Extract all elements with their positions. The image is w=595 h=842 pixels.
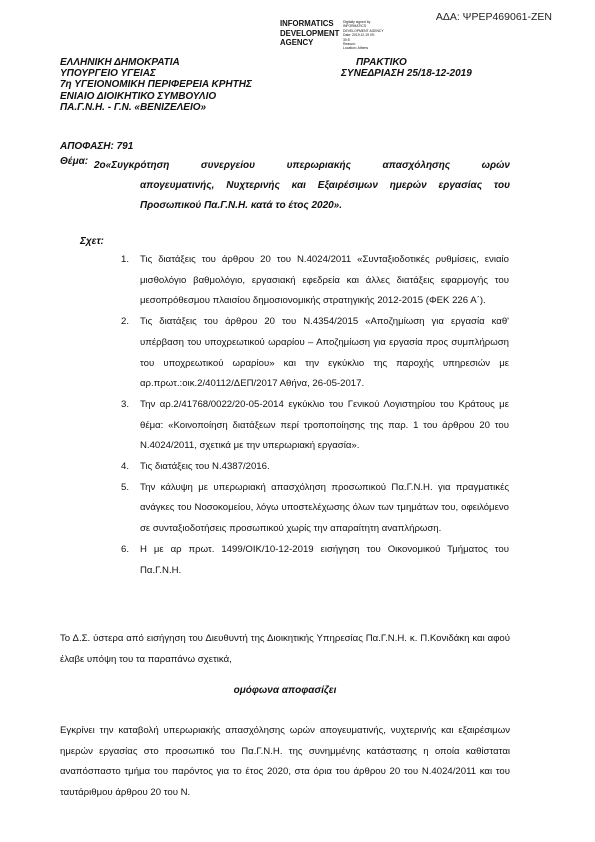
stamp-detail: Date: 2019.12.19 09: (343, 33, 375, 38)
list-item (121, 250, 509, 312)
decision-heading: ομόφωνα αποφασίζει (233, 685, 337, 696)
list-item (121, 312, 509, 395)
stamp-detail: 30:5 (343, 37, 350, 42)
stamp-detail: DEVELOPMENT AGENCY (343, 28, 384, 33)
list-item-number: 4. (121, 461, 130, 473)
header-line: ΠΑ.Γ.Ν.Η. - Γ.Ν. «ΒΕΝΙΖΕΛΕΙΟ» (60, 101, 207, 113)
minutes-header (341, 57, 472, 79)
stamp-detail: Reason: (343, 42, 356, 47)
stamp-line: INFORMATICS (280, 19, 334, 28)
list-item-text: Η με αρ πρωτ. 1499/ΟΙΚ/10-12-2019 εισήγηση του Οικονομικού Τμήματος του Πα.Γ.Ν.Η. (140, 543, 509, 576)
stamp-detail: INFORMATICS (343, 24, 367, 29)
subject-label: Θέμα: (60, 156, 89, 167)
list-item-text: Την αρ.2/41768/0022/20-05-2014 εγκύκλιο του Γενικού Λογιστηρίου του Κράτους με θέμα: «Κοινοποίηση διατάξεων περί τροποποίησης της παρ. 1 του άρθρου 20 του Ν.4024/2011, σχετικά με την υπερωριακή εργασία». (140, 398, 509, 452)
list-item-number: 3. (121, 398, 130, 410)
references-list (121, 250, 509, 581)
list-item-number: 2. (121, 316, 130, 328)
subject-first-line: 2ο«Συγκρότηση συνεργείου υπερωριακής απασχόλησης ωρών (94, 160, 510, 171)
header-line: 7η ΥΓΕΙΟΝΟΜΙΚΗ ΠΕΡΙΦΕΡΕΙΑ ΚΡΗΤΗΣ (60, 79, 252, 91)
stamp-detail: Location: Athens (343, 46, 369, 51)
references-label: Σχετ: (80, 236, 104, 247)
stamp-line: AGENCY (280, 38, 314, 47)
header-line: ΕΝΙΑΙΟ ΔΙΟΙΚΗΤΙΚΟ ΣΥΜΒΟΥΛΙΟ (60, 90, 217, 102)
list-item (121, 540, 509, 581)
session-info: ΣΥΝΕΔΡΙΑΣΗ 25/18-12-2019 (341, 68, 472, 80)
header-line: ΥΠΟΥΡΓΕΙΟ ΥΓΕΙΑΣ (60, 68, 156, 80)
minutes-title: ΠΡΑΚΤΙΚΟ (356, 57, 407, 68)
decision-body-paragraph: Εγκρίνει την καταβολή υπερωριακής απασχόλησης ωρών απογευματινής, νυχτερινής και εξαιρέσιμων ημερών εργασίας στο προσωπικό του Πα.Γ.Ν.Η. της συνημμένης κατάστασης η οποία καθίσταται αναπόσπαστο τμήμα του παρόντος για το έτος 2020, στα όρια του άρθρου 20 του Ν.4024/2011 και του ταυτάριθμου άρθρου 20 του Ν. (60, 725, 510, 799)
list-item-text: Τις διατάξεις του άρθρου 20 του Ν.4024/2011 «Συνταξιοδοτικές ρυθμίσεις, ενιαίο μισθολόγιο βαθμολόγιο, εργασιακή εφεδρεία και άλλες διατάξεις εφαρμογής του μεσοπρόθεσμου πλαισίου δημοσιονομικής στρατηγικής 2012-2015 (ΦΕΚ 226 Α΄). (140, 254, 509, 307)
list-item-number: 5. (121, 481, 130, 493)
stamp-line: DEVELOPMENT (280, 28, 340, 38)
list-item-text: Την κάλυψη με υπερωριακή απασχόληση προσωπικού Πα.Γ.Ν.Η. για πραγματικές ανάγκες του Νοσοκομείου, λόγω υποστελέχωσης όλων των τμημάτων του, οφειλόμενο σε συνταξιοδοτήσεις προσωπικού χωρίς την απαραίτητη αναπλήρωση. (140, 481, 509, 535)
stamp-agency-name (280, 19, 340, 48)
list-item-text: Τις διατάξεις του Ν.4387/2016. (140, 461, 270, 473)
subject-block (60, 156, 510, 216)
header-line: ΕΛΛΗΝΙΚΗ ΔΗΜΟΚΡΑΤΙΑ (60, 57, 180, 68)
list-item-number: 1. (121, 254, 130, 265)
board-intro-paragraph: Το Δ.Σ. ύστερα από εισήγηση του Διευθυντή της Διοικητικής Υπηρεσίας Πα.Γ.Ν.Η. κ. Π.Κονιδάκη και αφού έλαβε υπόψη του τα παραπάνω σχετικά, (60, 633, 510, 665)
list-item-number: 6. (121, 543, 130, 555)
list-item (121, 395, 509, 457)
subject-text (94, 156, 510, 216)
stamp-signature-details (343, 20, 403, 51)
stamp-detail: Digitally signed by (343, 20, 371, 24)
subject-rest: απογευματινής, Νυχτερινής και Εξαιρέσιμων ημερών εργασίας του Προσωπικού Πα.Γ.Ν.Η. κατά το έτος 2020». (140, 180, 510, 211)
list-item (121, 457, 509, 478)
list-item (121, 478, 509, 540)
issuer-header (60, 57, 252, 113)
decision-number: ΑΠΟΦΑΣΗ: 791 (60, 141, 134, 152)
list-item-text: Τις διατάξεις του άρθρου 20 του Ν.4354/2015 «Αποζημίωση για εργασία καθ' υπέρβαση του υποχρεωτικού ωραρίου – Αποζημίωση για εργασία προς συμπλήρωση του υποχρεωτικού ωραρίου» και την εγκύκλιο της παροχής υπηρεσιών με αρ.πρωτ.:οικ.2/40112/ΔΕΠ/2017 Αθήνα, 26-05-2017. (140, 316, 509, 390)
ada-code: ΑΔΑ: ΨΡΕΡ469061-ΖΕΝ (435, 11, 552, 23)
